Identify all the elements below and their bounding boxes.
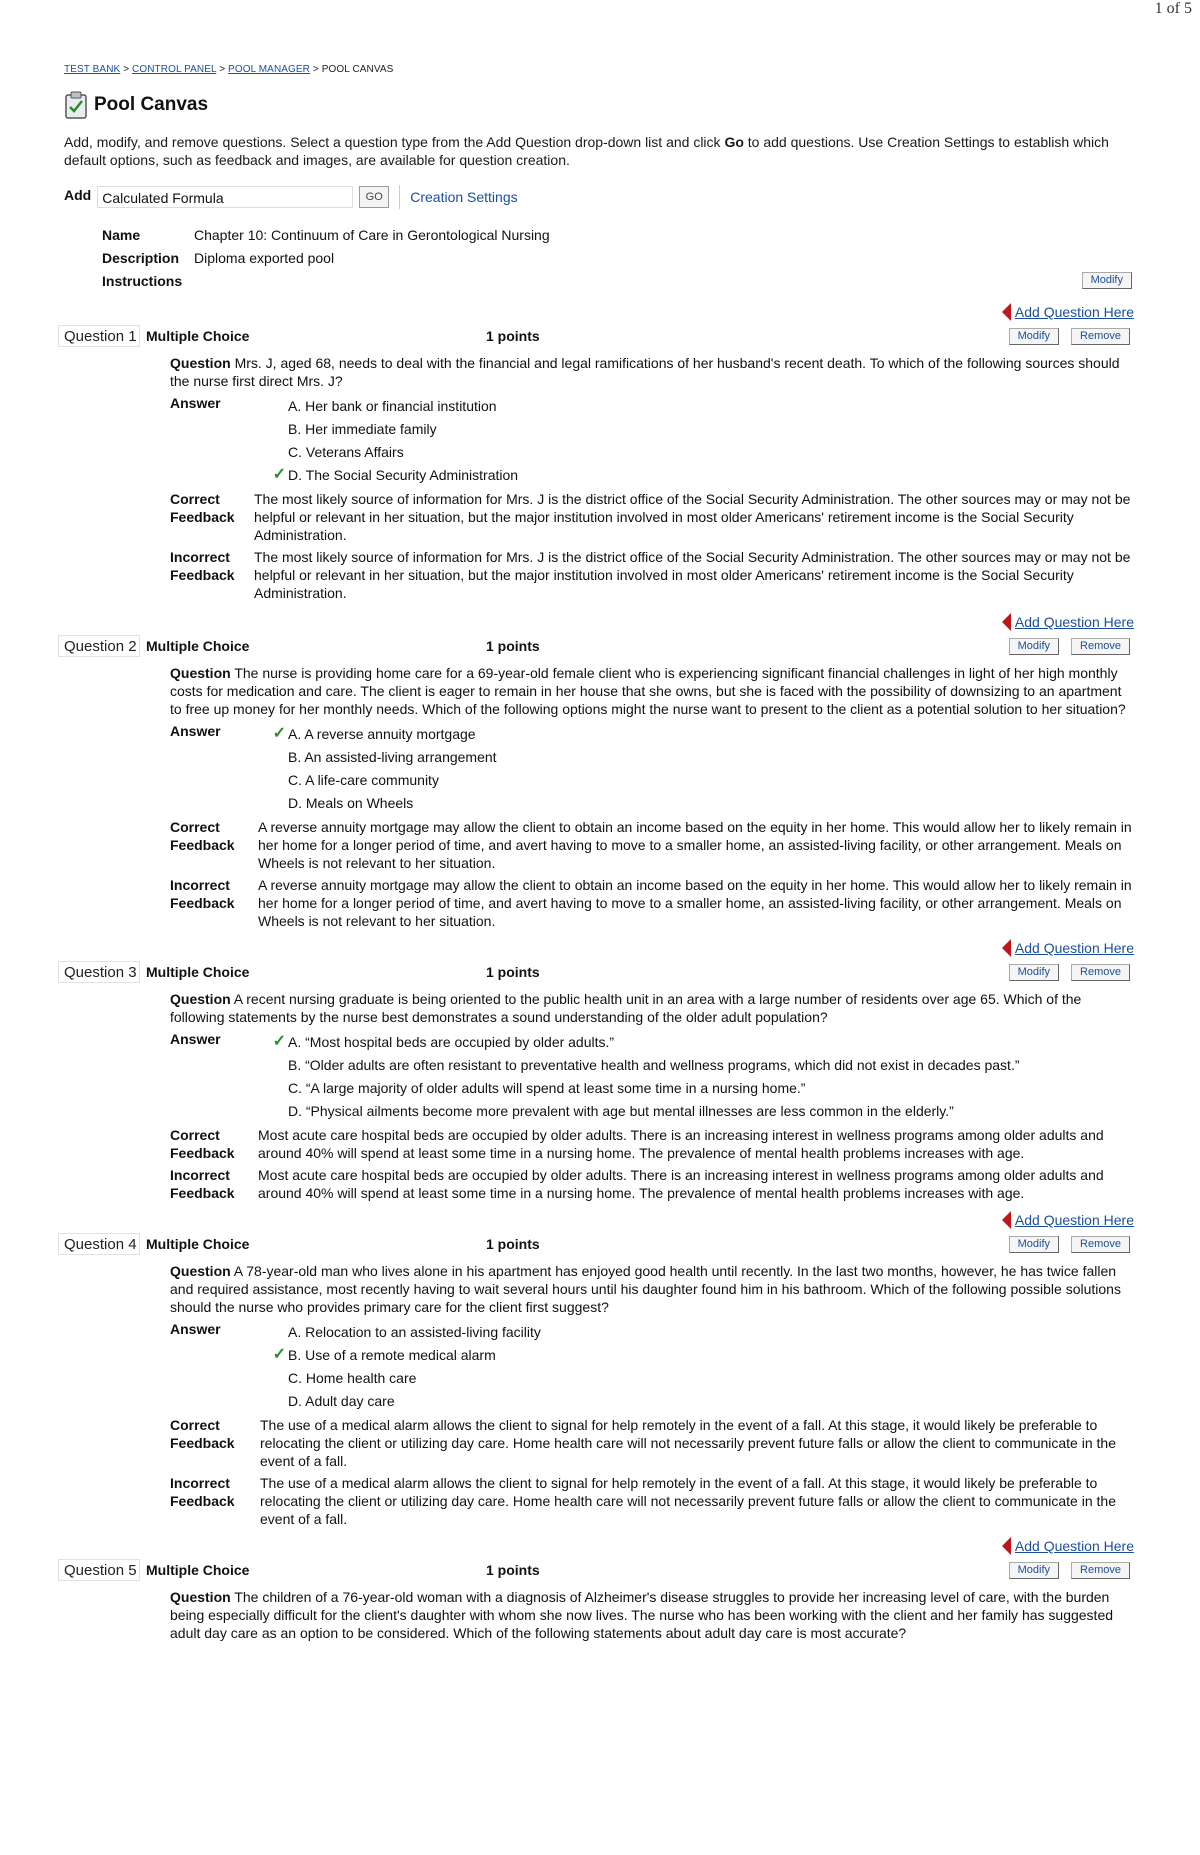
question-points: 1 points: [486, 1562, 540, 1578]
question-number: Question 2: [58, 635, 140, 657]
breadcrumb: [64, 64, 1124, 75]
remove-question-button[interactable]: Remove: [1071, 328, 1130, 345]
add-question-here: [64, 936, 1134, 960]
red-arrow-left-icon: [1002, 939, 1011, 957]
question-type-select[interactable]: Calculated Formula: [97, 186, 353, 208]
question-header: [58, 1232, 1124, 1256]
name-label: Name: [102, 226, 141, 243]
remove-question-button[interactable]: Remove: [1071, 1236, 1130, 1253]
incorrect-feedback-label: Incorrect Feedback: [170, 549, 235, 583]
answer-option: D. Adult day care: [288, 1392, 395, 1409]
modify-question-button[interactable]: Modify: [1009, 1236, 1059, 1253]
breadcrumb-separator: >: [123, 64, 130, 75]
creation-settings-link[interactable]: Creation Settings: [410, 189, 518, 205]
answer-option: B. An assisted-living arrangement: [288, 748, 497, 765]
question-header: [58, 1558, 1124, 1582]
modify-question-button[interactable]: Modify: [1009, 638, 1059, 655]
answer-option: D. Meals on Wheels: [288, 794, 414, 811]
question-number: Question 5: [58, 1559, 140, 1581]
page-number: 1 of 5: [1154, 0, 1192, 17]
checkmark-icon: ✓: [272, 724, 286, 742]
answer-label: Answer: [170, 395, 221, 411]
question-text: Question A 78-year-old man who lives alone in his apartment has enjoyed good health until recently. In the last two months, however, he has twice fallen and required assistance, most recently having to wait several hours until his daughter found him in his bathroom. Which of the following possible solutions should the nurse who provides primary care for the client first suggest?: [170, 1263, 1121, 1315]
incorrect-feedback: [170, 1166, 1134, 1202]
question-number: Question 3: [58, 961, 140, 983]
breadcrumb-control-panel[interactable]: CONTROL PANEL: [132, 64, 217, 75]
breadcrumb-current: POOL CANVAS: [321, 64, 394, 75]
breadcrumb-separator: >: [312, 64, 319, 75]
add-question-here: [64, 1534, 1134, 1558]
correct-feedback-text: The use of a medical alarm allows the client to signal for help remotely in the event of a fall. At this stage, it would likely be preferable to relocating the client or utilizing day care. Home health care will not necessarily prevent future falls or allow the client to communicate in the event of a fall.: [260, 1417, 1116, 1469]
clipboard-check-icon: [64, 91, 88, 119]
question-type: Multiple Choice: [146, 328, 250, 344]
intro-text: Add, modify, and remove questions. Select a question type from the Add Question drop-down list and click Go to add questions. Use Creation Settings to establish which default options, such as feedback and images, are available for question creation.: [64, 134, 1109, 168]
checkmark-icon: ✓: [272, 1032, 286, 1050]
question-header: [58, 634, 1124, 658]
correct-feedback-label: Correct Feedback: [170, 1417, 235, 1451]
question-body: [170, 990, 1134, 1202]
checkmark-icon: ✓: [272, 465, 286, 483]
answer-option: B. Her immediate family: [288, 420, 437, 437]
question-list: [64, 300, 1134, 1642]
breadcrumb-pool-manager[interactable]: POOL MANAGER: [228, 64, 311, 75]
incorrect-feedback: [170, 548, 1134, 602]
answer-option: C. “A large majority of older adults will spend at least some time in a nursing home.”: [288, 1079, 806, 1096]
question-header: [58, 324, 1124, 348]
question-body: [170, 664, 1134, 930]
instructions-label: Instructions: [102, 272, 183, 289]
answer-option: ✓ D. The Social Security Administration: [270, 463, 1134, 486]
pool-description: Diploma exported pool: [194, 249, 335, 266]
modify-question-button[interactable]: Modify: [1009, 1562, 1059, 1579]
question-type: Multiple Choice: [146, 638, 250, 654]
modify-question-button[interactable]: Modify: [1009, 964, 1059, 981]
modify-pool-button[interactable]: Modify: [1082, 272, 1132, 289]
answer-option: D. “Physical ailments become more prevalent with age but mental illnesses are less common in the elderly.”: [288, 1102, 954, 1119]
question-body: [170, 354, 1134, 602]
incorrect-feedback-text: The most likely source of information for Mrs. J is the district office of the Social Security Administration. The other sources may or may not be helpful or relevant in her situation, but the major institution involved in most older Americans' retirement income is the Social Security Administration.: [254, 549, 1131, 601]
answer-option: C. A life-care community: [288, 771, 439, 788]
pool-name: Chapter 10: Continuum of Care in Gerontological Nursing: [194, 226, 550, 243]
correct-feedback: [170, 818, 1134, 872]
add-question-here-link[interactable]: Add Question Here: [1014, 1538, 1134, 1554]
remove-question-button[interactable]: Remove: [1071, 964, 1130, 981]
answer-option: C. Home health care: [288, 1369, 417, 1386]
question-points: 1 points: [486, 638, 540, 654]
pool-canvas: [64, 64, 1134, 1642]
answer-option: A. Relocation to an assisted-living facility: [288, 1323, 541, 1340]
correct-feedback: [170, 490, 1134, 544]
add-question-here: [64, 300, 1134, 324]
red-arrow-left-icon: [1002, 303, 1011, 321]
answer-section: [170, 722, 1134, 814]
add-question-here-link[interactable]: Add Question Here: [1014, 1212, 1134, 1228]
add-question-here: [64, 1208, 1134, 1232]
question-type: Multiple Choice: [146, 1236, 250, 1252]
question-points: 1 points: [486, 328, 540, 344]
remove-question-button[interactable]: Remove: [1071, 1562, 1130, 1579]
incorrect-feedback-label: Incorrect Feedback: [170, 1475, 235, 1509]
remove-question-button[interactable]: Remove: [1071, 638, 1130, 655]
add-question-here: [64, 610, 1134, 634]
question-text: Question Mrs. J, aged 68, needs to deal with the financial and legal ramifications of her husband's recent death. To which of the following sources should the nurse first direct Mrs. J?: [170, 355, 1120, 389]
answer-section: [170, 1030, 1134, 1122]
title-row: [64, 91, 1124, 119]
incorrect-feedback-text: Most acute care hospital beds are occupied by older adults. There is an increasing interest in wellness programs among older adults and around 40% will spend at least some time in a nursing home. The prevalence of mental health problems increases with age.: [258, 1167, 1104, 1201]
correct-feedback-text: The most likely source of information for Mrs. J is the district office of the Social Security Administration. The other sources may or may not be helpful or relevant in her situation, but the major institution involved in most older Americans' retirement income is the Social Security Administration.: [254, 491, 1131, 543]
page-title: Pool Canvas: [94, 94, 209, 115]
answer-option: A. Her bank or financial institution: [288, 397, 497, 414]
red-arrow-left-icon: [1002, 1211, 1011, 1229]
breadcrumb-separator: >: [219, 64, 226, 75]
add-question-here-link[interactable]: Add Question Here: [1014, 614, 1134, 630]
add-question-here-link[interactable]: Add Question Here: [1014, 304, 1134, 320]
question-text: Question The children of a 76-year-old woman with a diagnosis of Alzheimer's disease struggles to provide her increasing level of care, with the burden being especially difficult for the client's daughter with whom she now lives. The nurse who has been working with the client and her family has suggested adult day care as an option to be considered. Which of the following statements about adult day care is most accurate?: [170, 1589, 1114, 1641]
answer-label: Answer: [170, 1031, 221, 1047]
incorrect-feedback: [170, 1474, 1134, 1528]
add-label: Add: [64, 187, 92, 203]
answer-label: Answer: [170, 723, 221, 739]
incorrect-feedback-text: A reverse annuity mortgage may allow the client to obtain an income based on the equity in her home. This would allow her to likely remain in her home for a longer period of time, and avert having to move to a smaller home, an assisted-living facility, or other arrangement. Meals on Wheels is not relevant to her situation.: [258, 877, 1132, 929]
incorrect-feedback: [170, 876, 1134, 930]
answer-section: [170, 1320, 1134, 1412]
question-text: Question The nurse is providing home care for a 69-year-old female client who is experiencing significant financial challenges in light of her high monthly costs for medication and care. The client is eager to remain in her house that she owns, but she is faced with the possibility of downsizing to an apartment to free up money for her monthly needs. Which of the following options might the nurse want to present to the client as a potential solution to her situation?: [170, 665, 1126, 717]
correct-feedback: [170, 1126, 1134, 1162]
answer-option: ✓ A. A reverse annuity mortgage: [270, 722, 1134, 745]
pool-info: [102, 223, 1124, 292]
incorrect-feedback-text: The use of a medical alarm allows the client to signal for help remotely in the event of a fall. At this stage, it would likely be preferable to relocating the client or utilizing day care. Home health care will not necessarily prevent future falls or allow the client to communicate in the event of a fall.: [260, 1475, 1116, 1527]
correct-feedback-label: Correct Feedback: [170, 491, 235, 525]
add-question-here-link[interactable]: Add Question Here: [1014, 940, 1134, 956]
answer-option: ✓ A. “Most hospital beds are occupied by older adults.”: [270, 1030, 1134, 1053]
checkmark-icon: ✓: [272, 1345, 286, 1363]
divider: [399, 185, 400, 209]
answer-option: C. Veterans Affairs: [288, 443, 404, 460]
correct-feedback-text: Most acute care hospital beds are occupied by older adults. There is an increasing interest in wellness programs among older adults and around 40% will spend at least some time in a nursing home. The prevalence of mental health problems increases with age.: [258, 1127, 1104, 1161]
question-text: Question A recent nursing graduate is being oriented to the public health unit in an area with a large number of residents over age 65. Which of the following statements by the nurse best demonstrates a sound understanding of the older adult population?: [170, 991, 1082, 1025]
answer-label: Answer: [170, 1321, 221, 1337]
question-body: [170, 1262, 1134, 1528]
description-label: Description: [102, 249, 180, 266]
question-type: Multiple Choice: [146, 1562, 250, 1578]
red-arrow-left-icon: [1002, 613, 1011, 631]
question-type: Multiple Choice: [146, 964, 250, 980]
add-question-bar: [64, 185, 1124, 209]
answer-option: ✓ B. Use of a remote medical alarm: [270, 1343, 1134, 1366]
go-button[interactable]: GO: [359, 186, 389, 208]
correct-feedback-text: A reverse annuity mortgage may allow the client to obtain an income based on the equity in her home. This would allow her to likely remain in her home for a longer period of time, and avert having to move to a smaller home, an assisted-living facility, or other arrangement. Meals on Wheels is not relevant to her situation.: [258, 819, 1132, 871]
question-points: 1 points: [486, 964, 540, 980]
question-points: 1 points: [486, 1236, 540, 1252]
question-body: [170, 1588, 1134, 1642]
question-number: Question 4: [58, 1233, 140, 1255]
incorrect-feedback-label: Incorrect Feedback: [170, 877, 235, 911]
question-number: Question 1: [58, 325, 140, 347]
answer-section: [170, 394, 1134, 486]
answer-option: B. “Older adults are often resistant to preventative health and wellness programs, which did not exist in decades past.”: [288, 1056, 1020, 1073]
red-arrow-left-icon: [1002, 1537, 1011, 1555]
correct-feedback-label: Correct Feedback: [170, 1127, 235, 1161]
incorrect-feedback-label: Incorrect Feedback: [170, 1167, 235, 1201]
question-header: [58, 960, 1124, 984]
modify-question-button[interactable]: Modify: [1009, 328, 1059, 345]
correct-feedback-label: Correct Feedback: [170, 819, 235, 853]
breadcrumb-test-bank[interactable]: TEST BANK: [64, 64, 121, 75]
correct-feedback: [170, 1416, 1134, 1470]
